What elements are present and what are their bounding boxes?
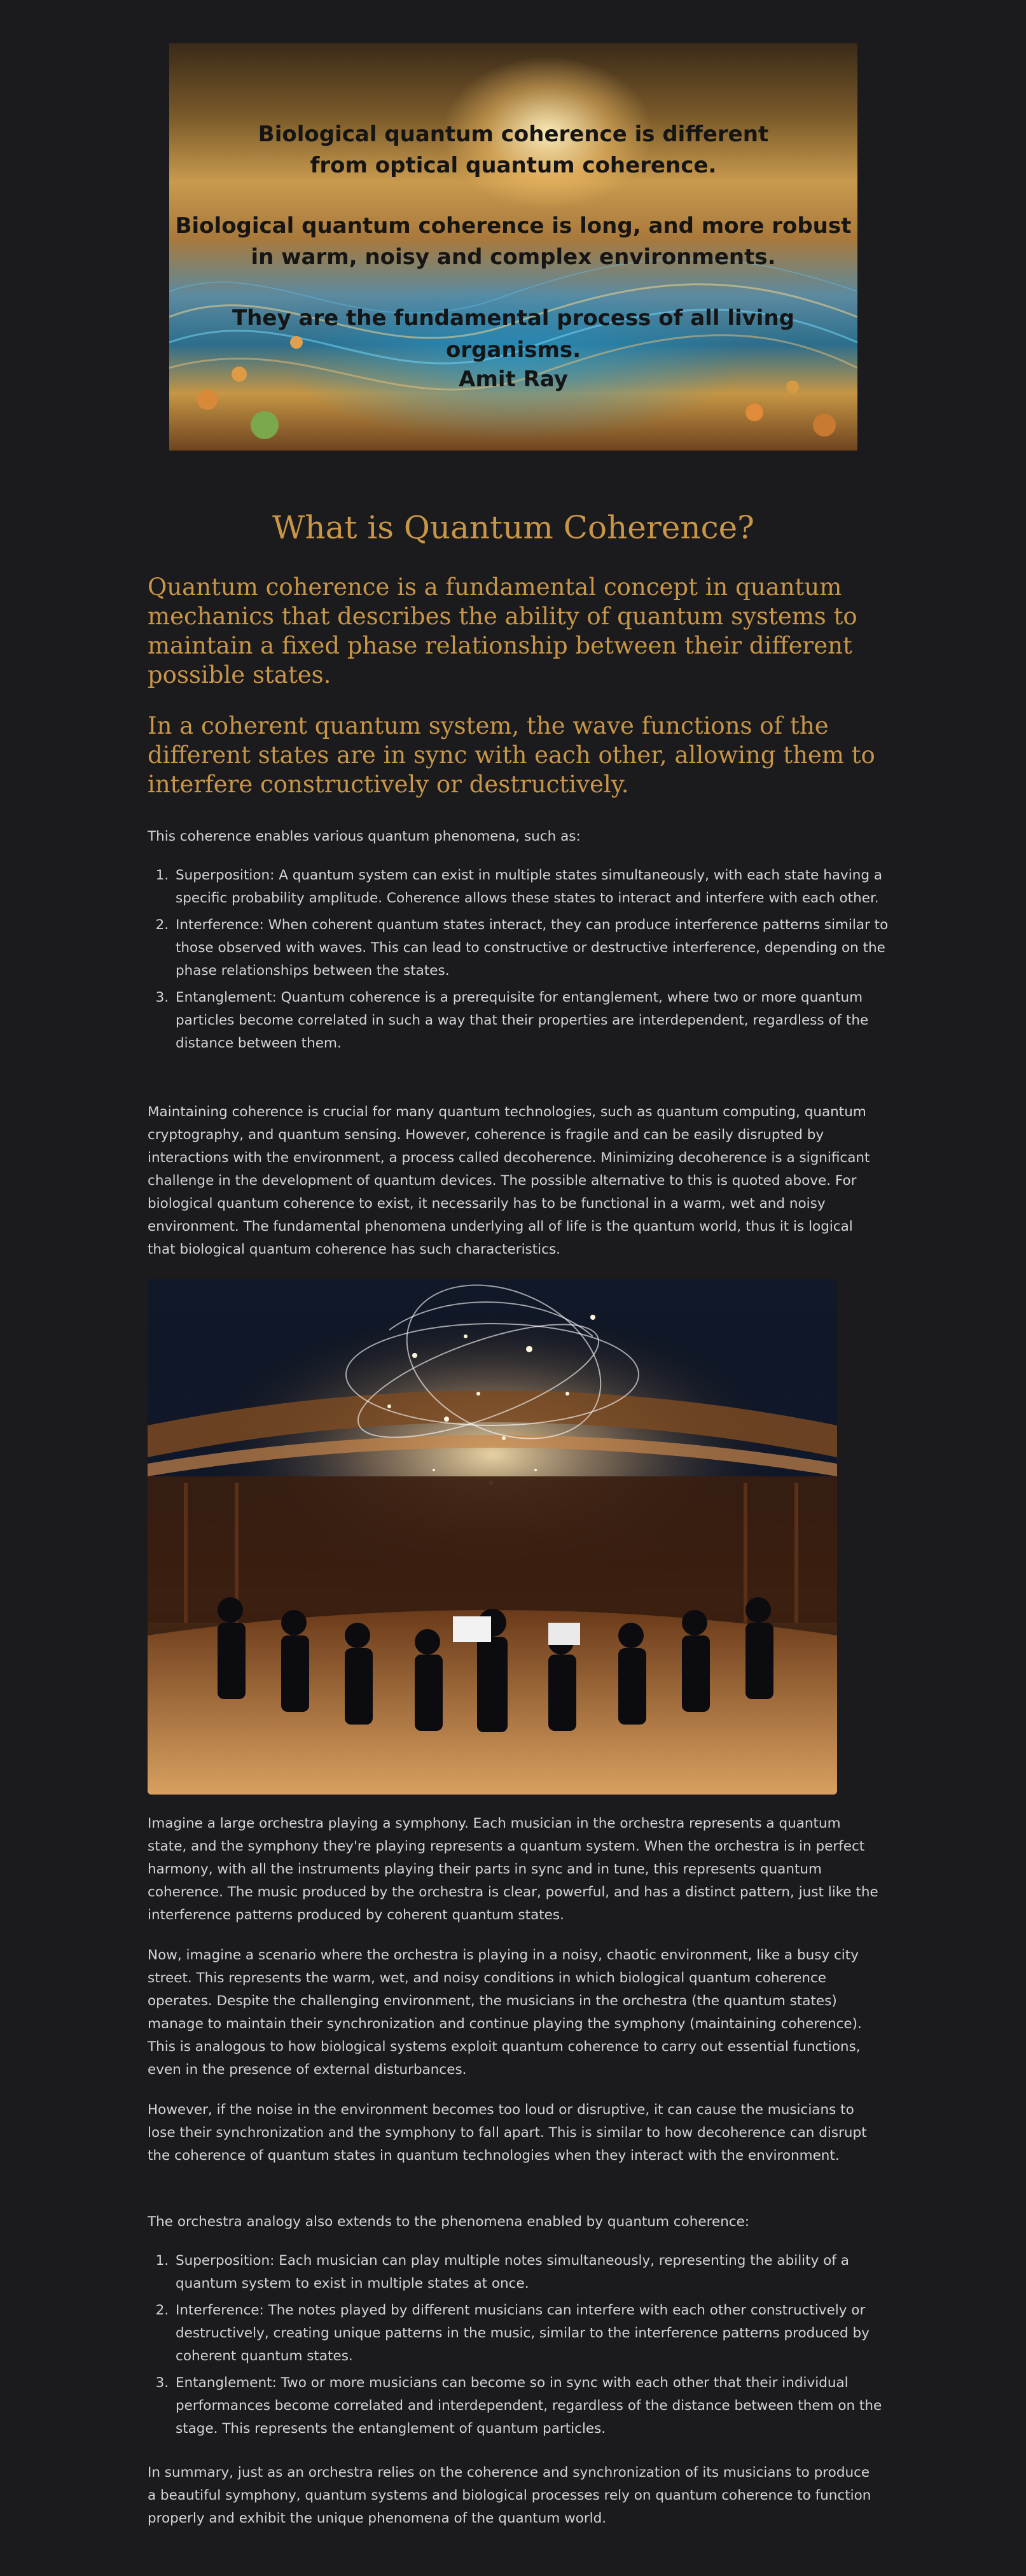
quote-line-4: in warm, noisy and complex environments. <box>251 244 776 270</box>
lead-paragraph-2: In a coherent quantum system, the wave functions of the different states are in sync with each other, allowing them to interfere constructively or destructively. <box>148 712 875 798</box>
quote-line-2: from optical quantum coherence. <box>310 153 717 178</box>
list-item: 2. Interference: When coherent quantum states interact, they can produce interference patterns similar to those observed with waves. This can lead to constructive or destructive interference, depending on the phase relationships between the states. <box>173 914 905 983</box>
orchestra-paragraph-2: Now, imagine a scenario where the orchestra is playing in a noisy, chaotic environment, like a busy city street. This represents the warm, wet, and noisy conditions in which biological quantum coherence operates. Despite the challenging environment, the musicians in the orchestra (the quantum states) manage to maintain their synchronization and continue playing the symphony (maintaining coherence). This is analogous to how biological systems exploit quantum coherence to carry out essential functions, even in the presence of external disturbances. <box>148 1947 862 2078</box>
quote-line-3: Biological quantum coherence is long, and more robust <box>175 213 852 239</box>
quote-line-1: Biological quantum coherence is different <box>258 122 769 147</box>
analogy-intro: The orchestra analogy also extends to the phenomena enabled by quantum coherence: <box>148 2214 750 2230</box>
list-item: 3. Entanglement: Two or more musicians can become so in sync with each other that their individual performances become correlated and interdependent, regardless of the distance between them on the stage. This represents the entanglement of quantum particles. <box>173 2372 905 2440</box>
summary-paragraph: In summary, just as an orchestra relies on the coherence and synchronization of its musicians to produce a beautiful symphony, quantum systems and biological processes rely on quantum coherence to function properly and exhibit the unique phenomena of the quantum world. <box>148 2465 871 2526</box>
lead-paragraph-1: Quantum coherence is a fundamental concept in quantum mechanics that describes the ability of quantum systems to maintain a fixed phase relationship between their different possible states. <box>148 573 857 689</box>
maintaining-coherence-paragraph: Maintaining coherence is crucial for many quantum technologies, such as quantum computing, quantum cryptography, and quantum sensing. However, coherence is fragile and can be easily disrupted by interactions with the environment, a process called decoherence. Minimizing decoherence is a significant challenge in the development of quantum devices. The possible alternative to this is quoted above. For biological quantum coherence to exist, it necessarily has to be functional in a warm, wet and noisy environment. The fundamental phenomena underlying all of life is the quantum world, thus it is logical that biological quantum coherence has such characteristics. <box>148 1104 870 1257</box>
quote-line-5: They are the fundamental process of all living organisms. <box>232 305 795 363</box>
page-title: What is Quantum Coherence? <box>272 509 754 546</box>
list-item: 2. Interference: The notes played by different musicians can interfere with each other constructively or destructively, creating unique patterns in the music, similar to the interference patterns produced by coherent quantum states. <box>173 2299 905 2368</box>
orchestra-paragraph-1: Imagine a large orchestra playing a symphony. Each musician in the orchestra represents a quantum state, and the symphony they're playing represents a quantum system. When the orchestra is in perfect harmony, with all the instruments playing their parts in sync and in tune, this represents quantum coherence. The music produced by the orchestra is clear, powerful, and has a distinct pattern, just like the interference patterns produced by coherent quantum states. <box>148 1816 878 1923</box>
quote-author: Amit Ray <box>459 367 568 392</box>
list-item: 3. Entanglement: Quantum coherence is a prerequisite for entanglement, where two or more quantum particles become correlated in such a way that their properties are interdependent, regardless of the distance between them. <box>173 986 905 1055</box>
list-item: 1. Superposition: Each musician can play multiple notes simultaneously, representing the ability of a quantum system to exist in multiple states at once. <box>173 2250 905 2295</box>
analogy-list <box>148 2250 905 2444</box>
orchestra-illustration <box>148 1279 837 1795</box>
orchestra-paragraph-3: However, if the noise in the environment becomes too loud or disruptive, it can cause the musicians to lose their synchronization and the symphony to fall apart. This is similar to how decoherence can disrupt the coherence of quantum states in quantum technologies when they interact with the environment. <box>148 2102 867 2164</box>
quote-banner-image <box>169 43 857 451</box>
orchestra-image <box>148 1279 837 1795</box>
list-item: 1. Superposition: A quantum system can exist in multiple states simultaneously, with each state having a specific probability amplitude. Coherence allows these states to interact and interfere with each other. <box>173 864 905 910</box>
phenomena-list <box>148 864 905 1059</box>
phenomena-intro: This coherence enables various quantum phenomena, such as: <box>148 829 581 844</box>
